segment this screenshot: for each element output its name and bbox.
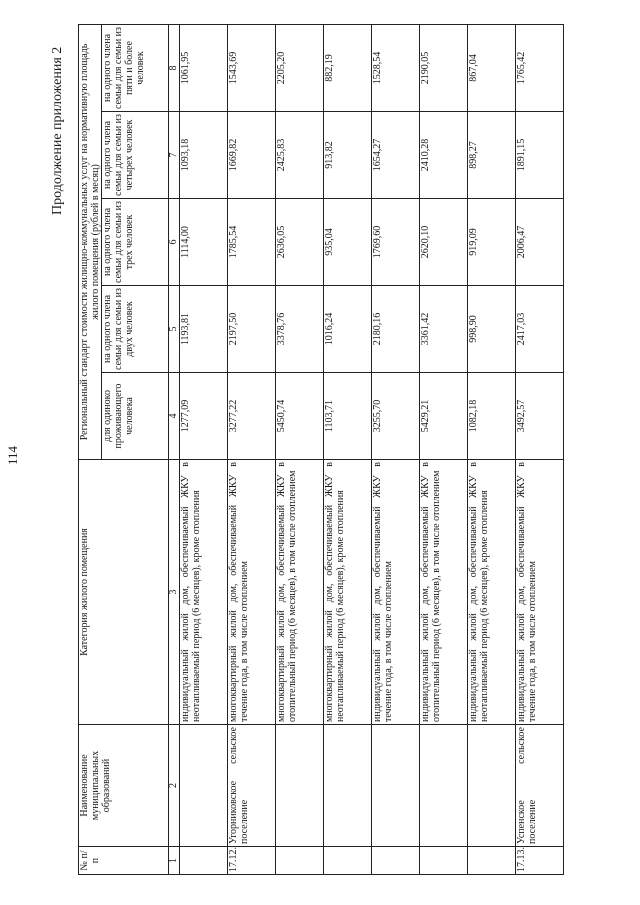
value-family-2: 2180,16 [372,286,420,373]
page-number: 114 [5,445,20,465]
header-category: Категория жилого помещения [79,460,169,725]
header-family-2: на одного члена семьи для семьи из двух человек [102,286,169,373]
header-municipality: Наименование муниципальных образований [79,725,169,847]
row-number [420,847,468,875]
value-single: 3277,22 [228,373,276,460]
value-family-3: 935,04 [324,199,372,286]
municipality-name [324,725,372,847]
value-family-4: 913,82 [324,112,372,199]
column-index: 1 [169,847,180,875]
value-family-4: 2425,83 [276,112,324,199]
row-number [324,847,372,875]
value-family-5plus: 882,19 [324,24,372,111]
value-family-2: 2417,03 [516,286,564,373]
header-regional-standard: Региональный стандарт стоимости жилищно-коммунальных услуг на нормативную площадь жилого помещения (рублей в месяц) [79,24,102,459]
value-family-5plus: 2190,05 [420,24,468,111]
row-number: 17.13. [516,847,564,875]
header-family-5plus: на одного члена семьи для семьи из пяти и более человек [102,24,169,111]
housing-category: индивидуальный жилой дом, обеспечиваемый ЖКУ в отопительный период (6 месяцев), в том числе отоплением [420,460,468,725]
value-single: 1277,09 [180,373,228,460]
row-number [468,847,516,875]
row-number [180,847,228,875]
municipality-name [180,725,228,847]
housing-category: индивидуальный жилой дом, обеспечиваемый ЖКУ в неотапливаемый период (6 месяцев), кроме отопления [468,460,516,725]
value-family-3: 1769,60 [372,199,420,286]
value-family-2: 1193,81 [180,286,228,373]
row-number [372,847,420,875]
value-family-4: 898,27 [468,112,516,199]
header-number: № п/п [79,847,169,875]
column-index: 4 [169,373,180,460]
column-index: 3 [169,460,180,725]
row-number [276,847,324,875]
value-family-3: 919,09 [468,199,516,286]
table-row [228,24,276,874]
value-family-4: 1654,27 [372,112,420,199]
column-index: 2 [169,725,180,847]
value-family-5plus: 1765,42 [516,24,564,111]
table-row [468,24,516,874]
municipality-name [276,725,324,847]
table-row [276,24,324,874]
value-single: 5450,74 [276,373,324,460]
municipality-name [468,725,516,847]
value-family-3: 2636,05 [276,199,324,286]
value-family-2: 2197,50 [228,286,276,373]
column-index: 8 [169,24,180,111]
header-family-3: на одного члена семьи для семьи из трех человек [102,199,169,286]
value-single: 3492,57 [516,373,564,460]
housing-category: многоквартирный жилой дом, обеспечиваемый ЖКУ в течение года, в том числе отоплением [228,460,276,725]
table-row [324,24,372,874]
appendix-continuation-title: Продолжение приложения 2 [50,46,65,215]
municipality-name: Успенское сельское поселение [516,725,564,847]
value-family-4: 1093,18 [180,112,228,199]
table-row [420,24,468,874]
value-single: 1103,71 [324,373,372,460]
value-family-2: 3361,42 [420,286,468,373]
municipality-name [372,725,420,847]
value-single: 5429,21 [420,373,468,460]
table-row [180,24,228,874]
housing-category: индивидуальный жилой дом, обеспечиваемый ЖКУ в течение года, в том числе отоплением [516,460,564,725]
column-index: 7 [169,112,180,199]
value-family-5plus: 1543,69 [228,24,276,111]
value-single: 1082,18 [468,373,516,460]
column-index-row [169,24,180,874]
value-family-2: 3378,76 [276,286,324,373]
housing-category: многоквартирный жилой дом, обеспечиваемый ЖКУ в отопительный период (6 месяцев), в том числе отоплением [276,460,324,725]
header-row-1 [79,24,102,874]
header-family-4: на одного члена семьи для семьи из четырех человек [102,112,169,199]
value-family-4: 2410,28 [420,112,468,199]
table-row [516,24,564,874]
column-index: 6 [169,199,180,286]
value-family-3: 1785,54 [228,199,276,286]
value-family-4: 1669,82 [228,112,276,199]
housing-category: многоквартирный жилой дом, обеспечиваемый ЖКУ в неотапливаемый период (6 месяцев), кроме отопления [324,460,372,725]
housing-cost-standard-table [78,24,564,875]
value-family-5plus: 1061,95 [180,24,228,111]
header-single-person: для одиноко проживающего человека [102,373,169,460]
table-row [372,24,420,874]
value-family-3: 2620,10 [420,199,468,286]
value-family-3: 2006,47 [516,199,564,286]
value-family-5plus: 867,04 [468,24,516,111]
value-family-2: 1016,24 [324,286,372,373]
value-single: 3255,70 [372,373,420,460]
municipality-name [420,725,468,847]
municipality-name: Угорниковское сельское поселение [228,725,276,847]
row-number: 17.12. [228,847,276,875]
column-index: 5 [169,286,180,373]
housing-category: индивидуальный жилой дом, обеспечиваемый ЖКУ в неотапливаемый период (6 месяцев), кроме отопления [180,460,228,725]
value-family-4: 1891,15 [516,112,564,199]
value-family-3: 1114,00 [180,199,228,286]
value-family-5plus: 2205,20 [276,24,324,111]
value-family-2: 998,90 [468,286,516,373]
value-family-5plus: 1528,54 [372,24,420,111]
housing-category: индивидуальный жилой дом, обеспечиваемый ЖКУ в течение года, в том числе отоплением [372,460,420,725]
